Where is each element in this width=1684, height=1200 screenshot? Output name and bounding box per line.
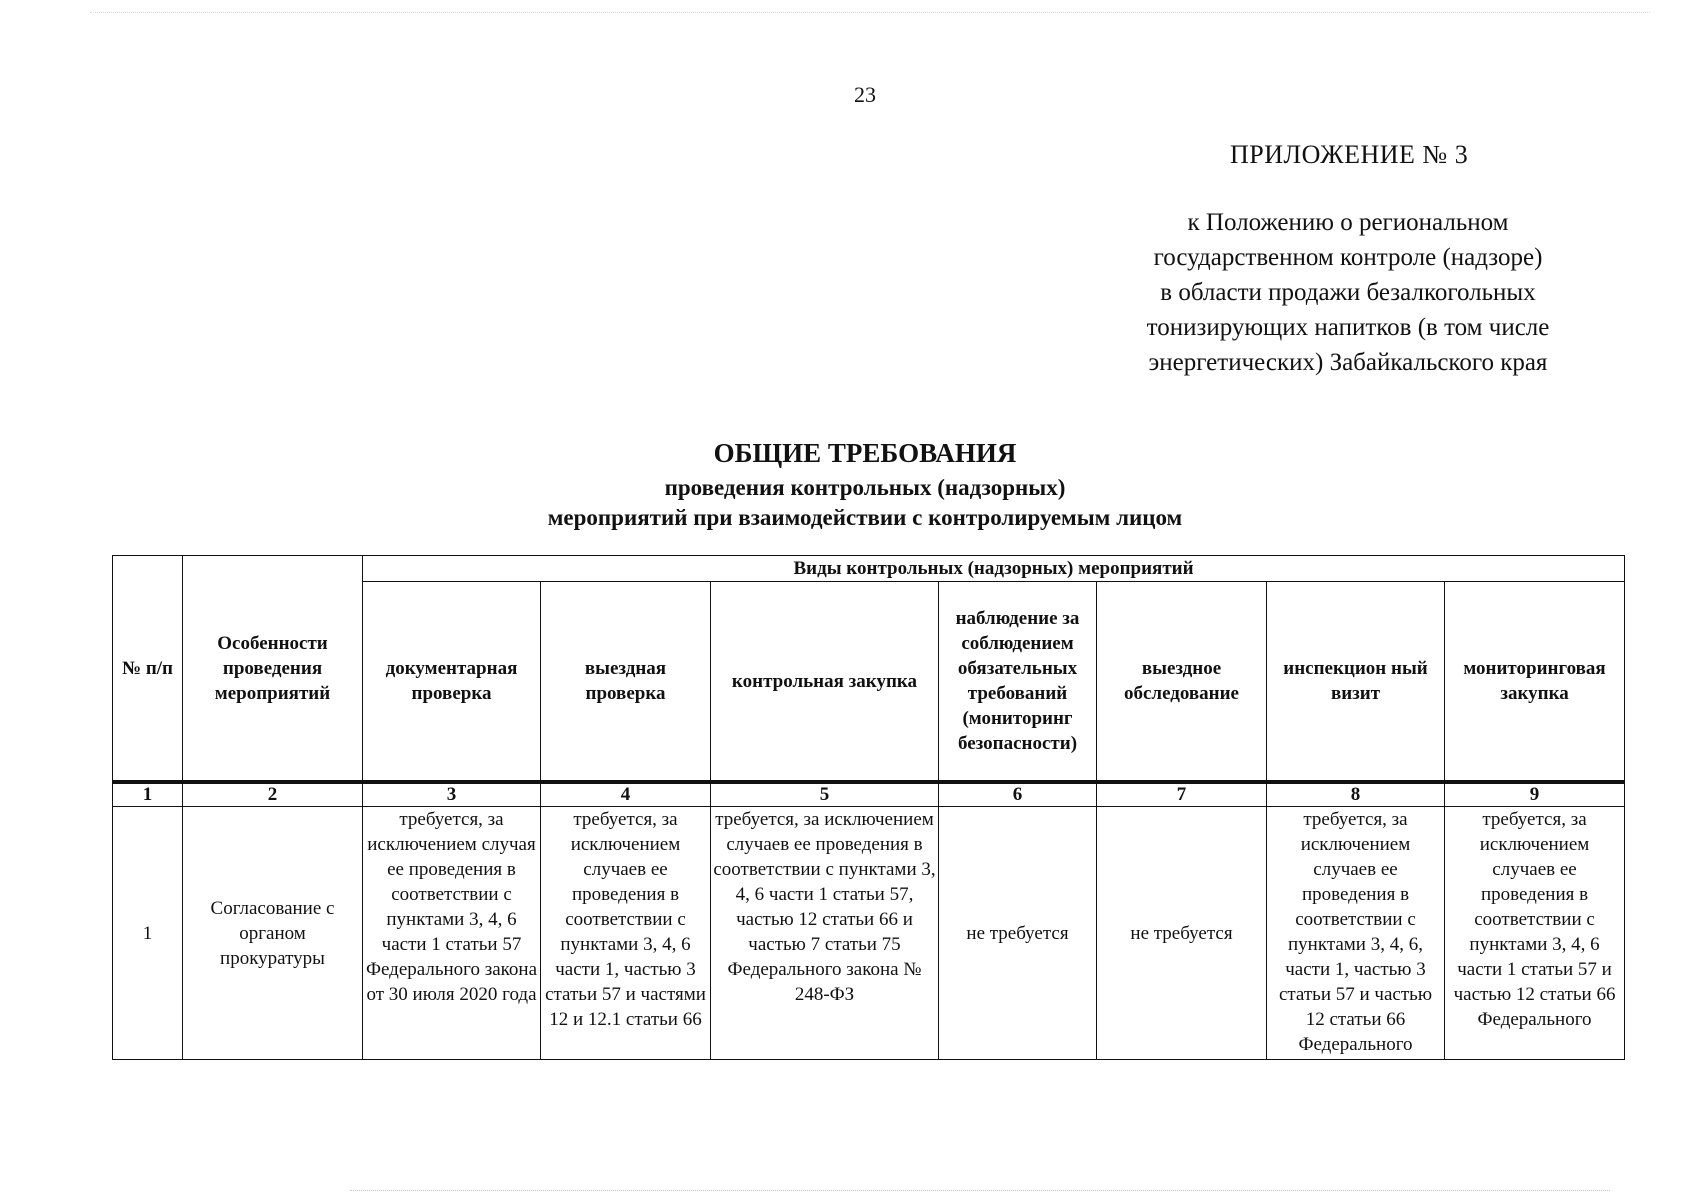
table-cell: [711, 807, 939, 1060]
row-feature: Согласование с органом прокуратуры: [183, 807, 363, 1060]
header-features: Особенности проведения мероприятий: [183, 556, 363, 783]
header-type: наблюдение за соблюдением обязательных требований (мониторинг безопасности): [939, 582, 1097, 783]
document-subtitle-line: проведения контрольных (надзорных): [664, 475, 1066, 500]
table-cell: не требуется: [939, 807, 1097, 1060]
cell-text: требуется, за исключением случаев ее проведения в соответствии с пунктами 3, 4, 6 части 1, частью 3 статьи 57 и частями 12 и 12.1 статьи 66: [545, 809, 706, 1030]
cell-text: требуется, за исключением случая ее проведения в соответствии с пунктами 3, 4, 6 части 1 статьи 57 Федерального закона от 30 июля 2020 года: [365, 809, 538, 1005]
table-cell: [541, 807, 711, 1060]
table-cell: [1445, 807, 1625, 1060]
column-number-row: [113, 782, 1625, 807]
table-cell: не требуется: [1097, 807, 1267, 1060]
appendix-title: ПРИЛОЖЕНИЕ № 3: [1230, 140, 1469, 169]
cell-text: требуется, за исключением случаев ее проведения в соответствии с пунктами 3, 4, 6 части 1 статьи 57 и частью 12 статьи 66 Федерального: [1453, 809, 1616, 1030]
column-number: 5: [711, 782, 939, 807]
appendix-ref-line: тонизирующих напитков (в том числе: [1146, 314, 1550, 341]
appendix-reference: [1108, 205, 1588, 380]
scan-artifact-top: [90, 12, 1650, 15]
column-number: 1: [113, 782, 183, 807]
cell-text: требуется, за исключением случаев ее проведения в соответствии с пунктами 3, 4, 6, части 1, частью 3 статьи 57 и частью 12 статьи 66 Федерального: [1278, 809, 1433, 1055]
column-number: 2: [183, 782, 363, 807]
table-header-row: [113, 556, 1625, 582]
row-number: 1: [113, 807, 183, 1060]
column-number: 4: [541, 782, 711, 807]
table-cell: [1267, 807, 1445, 1060]
table-cell: [363, 807, 541, 1060]
document-subtitle-line: мероприятий при взаимодействии с контролируемым лицом: [547, 505, 1183, 530]
column-number: 8: [1267, 782, 1445, 807]
appendix-ref-line: к Положению о региональном: [1187, 209, 1509, 236]
appendix-ref-line: государственном контроле (надзоре): [1153, 244, 1543, 271]
header-activity-types: Виды контрольных (надзорных) мероприятий: [363, 556, 1625, 582]
document-title: ОБЩИЕ ТРЕБОВАНИЯ: [713, 438, 1017, 468]
header-type: инспекцион ный визит: [1267, 582, 1445, 783]
column-number: 9: [1445, 782, 1625, 807]
header-type: контрольная закупка: [711, 582, 939, 783]
column-number: 3: [363, 782, 541, 807]
scan-artifact-bottom: [350, 1190, 1610, 1193]
requirements-table: [112, 555, 1625, 1060]
appendix-ref-line: в области продажи безалкогольных: [1160, 279, 1536, 306]
cell-text: требуется, за исключением случаев ее проведения в соответствии с пунктами 3, 4, 6 части 1 статьи 57, частью 12 статьи 66 и частью 7 статьи 75 Федерального закона № 248-ФЗ: [713, 809, 936, 1005]
table-row: [113, 807, 1625, 1060]
header-type: выездное обследование: [1097, 582, 1267, 783]
appendix-ref-line: энергетических) Забайкальского края: [1148, 349, 1548, 376]
header-number: № п/п: [113, 556, 183, 783]
header-type: документарная проверка: [363, 582, 541, 783]
header-type: выездная проверка: [541, 582, 711, 783]
column-number: 6: [939, 782, 1097, 807]
header-type: мониторинговая закупка: [1445, 582, 1625, 783]
page-number: 23: [854, 82, 876, 107]
column-number: 7: [1097, 782, 1267, 807]
